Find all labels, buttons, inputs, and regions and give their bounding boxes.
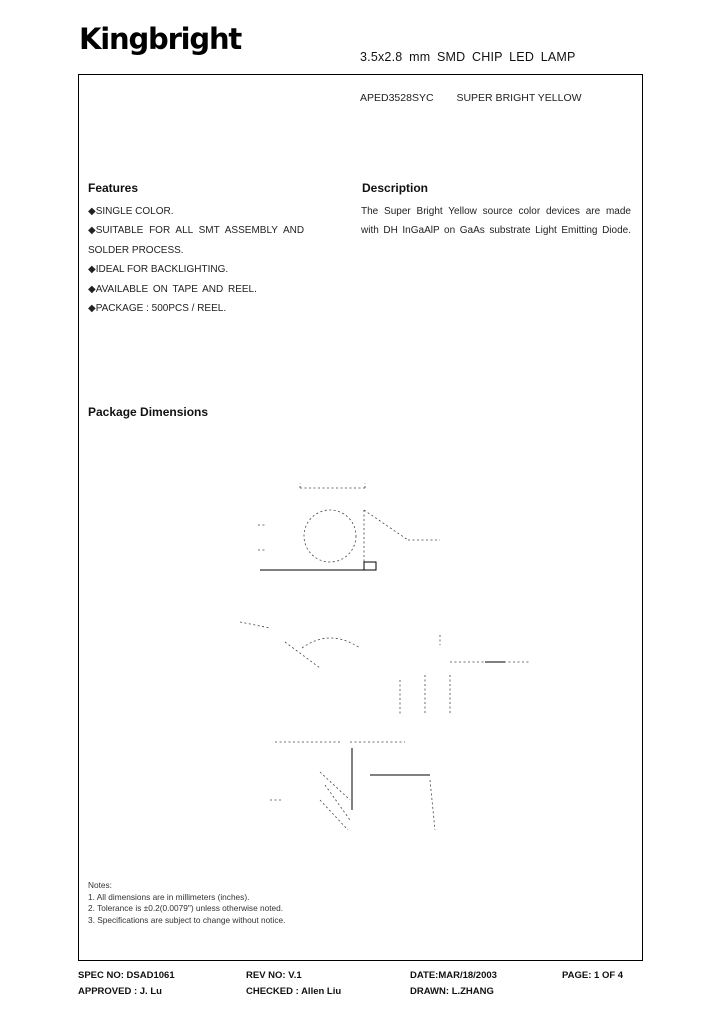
- page-title: 3.5x2.8 mm SMD CHIP LED LAMP: [360, 50, 576, 64]
- feature-item: SOLDER PROCESS.: [88, 244, 184, 256]
- feature-item: ◆PACKAGE : 500PCS / REEL.: [88, 303, 227, 315]
- brand-logo: Kingbright: [79, 22, 242, 56]
- note-item: 1. All dimensions are in millimeters (inches).: [88, 891, 250, 902]
- part-info: [360, 92, 602, 104]
- spec-number: SPEC NO: DSAD1061: [78, 970, 175, 981]
- notes: [88, 880, 285, 926]
- package-dimensions-heading: Package Dimensions: [88, 405, 209, 419]
- feature-item: ◆IDEAL FOR BACKLIGHTING.: [88, 264, 229, 276]
- approved-by: APPROVED : J. Lu: [78, 986, 162, 997]
- note-item: 2. Tolerance is ±0.2(0.0079") unless otherwise noted.: [88, 903, 284, 913]
- feature-item: ◆SINGLE COLOR.: [88, 206, 174, 217]
- description-line: The Super Bright Yellow source color devices are made: [361, 206, 631, 217]
- drawn-by: DRAWN: L.ZHANG: [410, 986, 494, 997]
- features-list: [88, 202, 318, 318]
- page-number: PAGE: 1 OF 4: [562, 970, 624, 981]
- part-number: APED3528SYC: [360, 92, 434, 104]
- description-text: [361, 202, 631, 241]
- date: DATE:MAR/18/2003: [410, 970, 497, 981]
- features-heading: Features: [88, 181, 139, 195]
- note-item: 3. Specifications are subject to change without notice.: [88, 914, 286, 925]
- part-name: SUPER BRIGHT YELLOW: [456, 92, 582, 104]
- notes-title: Notes:: [88, 880, 112, 890]
- checked-by: CHECKED : Allen Liu: [246, 986, 342, 997]
- feature-item: ◆AVAILABLE ON TAPE AND REEL.: [88, 283, 257, 295]
- package-dimensions-drawing: [230, 450, 560, 850]
- revision-number: REV NO: V.1: [246, 970, 302, 981]
- description-line: with DH InGaAlP on GaAs substrate Light Emitting Diode.: [361, 225, 631, 237]
- description-heading: Description: [362, 181, 429, 195]
- feature-item: ◆SUITABLE FOR ALL SMT ASSEMBLY AND: [88, 225, 305, 237]
